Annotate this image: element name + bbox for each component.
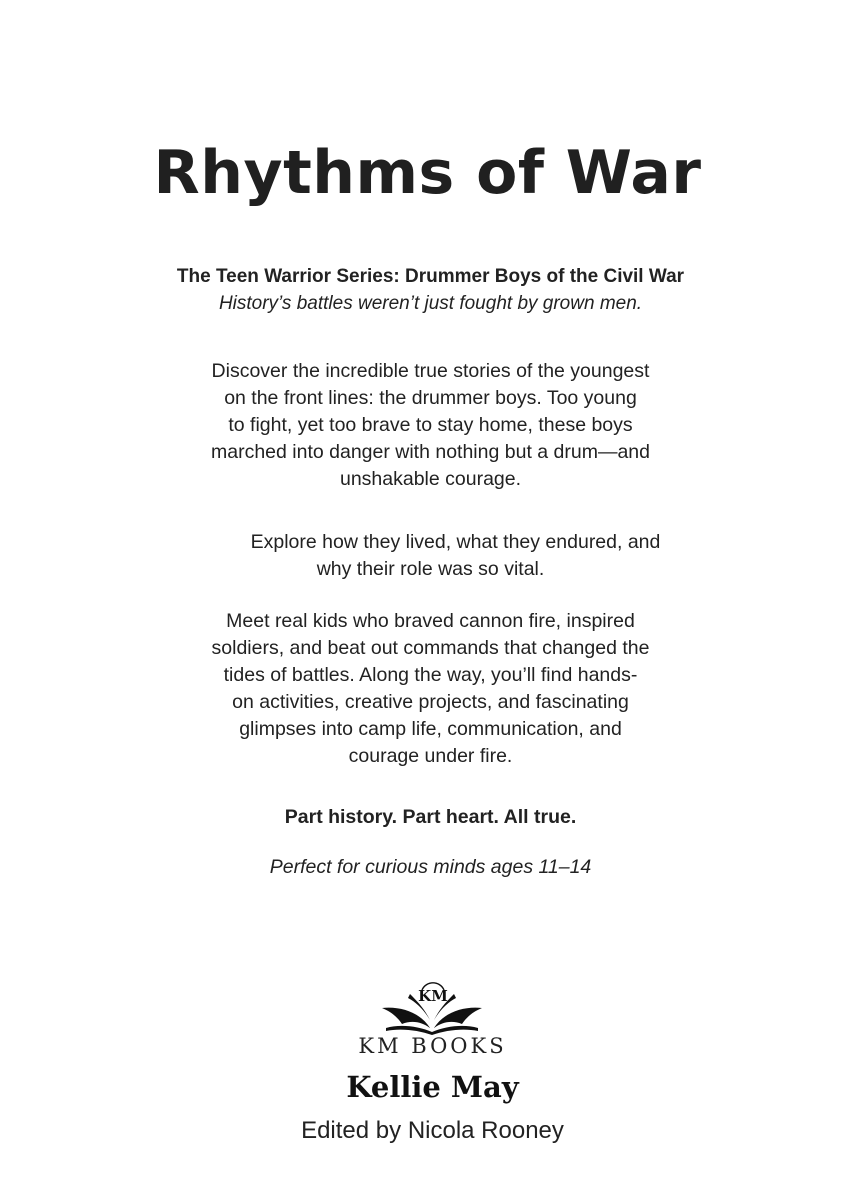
- closing-statement: Part history. Part heart. All true.: [284, 806, 577, 828]
- publisher-logo-icon: [378, 970, 486, 1036]
- blurb-line: Discover the incredible true stories of the youngest: [211, 360, 650, 382]
- audience-note: Perfect for curious minds ages 11–14: [269, 856, 592, 878]
- series-subtitle: The Teen Warrior Series: Drummer Boys of the Civil War: [176, 266, 685, 287]
- blurb-line: tides of battles. Along the way, you’ll find hands-: [223, 664, 638, 686]
- blurb-line: marched into danger with nothing but a drum—and: [210, 441, 651, 463]
- blurb-line: to fight, yet too brave to stay home, these boys: [228, 414, 633, 436]
- blurb-paragraph-2: [0, 529, 855, 583]
- book-title: Rhythms of War: [153, 138, 702, 208]
- blurb-line: on the front lines: the drummer boys. Too young: [224, 387, 637, 409]
- blurb-line: Explore how they lived, what they endured, and: [250, 531, 661, 553]
- tagline: History’s battles weren’t just fought by grown men.: [218, 293, 643, 314]
- svg-text:KM: KM: [418, 987, 448, 1005]
- blurb-line: Meet real kids who braved cannon fire, inspired: [226, 610, 635, 632]
- editor-credit: Edited by Nicola Rooney: [301, 1117, 564, 1144]
- blurb-paragraph-1: [0, 358, 855, 493]
- blurb-line: soldiers, and beat out commands that changed the: [211, 637, 650, 659]
- blurb-line: courage under fire.: [348, 745, 513, 767]
- blurb-line: why their role was so vital.: [316, 558, 545, 580]
- blurb-line: glimpses into camp life, communication, and: [239, 718, 622, 740]
- blurb-line: unshakable courage.: [339, 468, 522, 490]
- author-name: Kellie May: [346, 1070, 519, 1104]
- publisher-name: KM BOOKS: [358, 1034, 507, 1058]
- blurb-line: on activities, creative projects, and fascinating: [232, 691, 629, 713]
- blurb-paragraph-3: [0, 608, 855, 770]
